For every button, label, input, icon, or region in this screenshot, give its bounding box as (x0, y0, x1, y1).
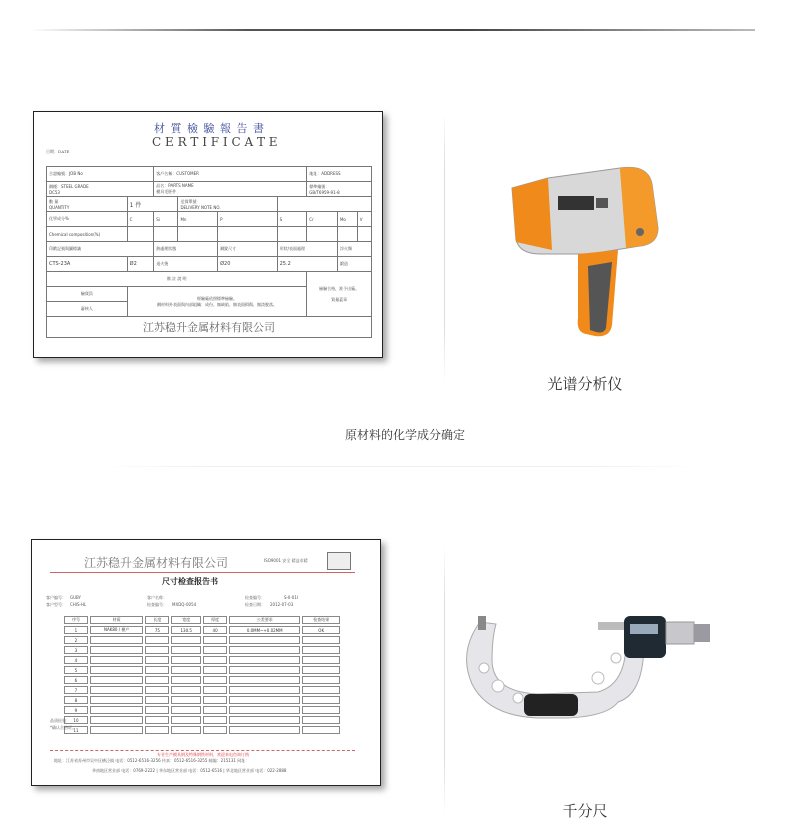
micrometer-image (458, 612, 718, 724)
red-rule (50, 572, 355, 573)
report-header-right: ISO9001 安全 精益求精 (264, 558, 308, 563)
dimension-table: 序号 材质 长度 宽度 厚度 公差要求 检查结果 1 NAK80 / 模产 75 130.5 40 0.0MM~+0.02MM OK 2 3 4 5 6 7 8 9 10 11 (62, 614, 342, 736)
cert-title-en: C E R T I F I C A T E (152, 135, 278, 149)
dimension-report (31, 539, 381, 786)
cert-date: 日期：DATE (46, 149, 70, 154)
report-footer-contacts: 华南地区营业部 电话：0769-2222 | 华东地区营业部 电话：0512-6516 | 华北地区营业部 电话：022-2888 (92, 768, 287, 773)
report-info-6: GUBY (70, 595, 81, 600)
center-caption: 原材料的化学成分确定 (344, 428, 465, 442)
report-info-10: 2012-07-03 (270, 602, 294, 607)
column-divider-2 (444, 545, 445, 815)
material-certificate (33, 111, 383, 358)
section-divider (100, 466, 700, 467)
report-info-5: 客户型号： (46, 602, 66, 607)
report-info-7: 检查编号： (147, 602, 167, 607)
report-info-4: S-II-01I (284, 595, 299, 600)
report-sign-note: *确认合格证。 (50, 725, 76, 730)
top-divider (30, 29, 755, 31)
report-info-8: MXDQ-0054 (172, 602, 197, 607)
report-info-2: 客户名称： (147, 595, 167, 600)
report-info-9: 检查日期： (245, 602, 265, 607)
spectrometer-caption: 光谱分析仪 (547, 375, 623, 393)
report-info-3: 检查编号： (245, 595, 265, 600)
report-company: 江苏稳升金属材料有限公司 (84, 556, 229, 570)
column-divider (444, 112, 445, 382)
report-title: 尺寸检查报告书 (162, 577, 218, 586)
report-footer-red: 专业生产模具钢及特殊钢铁材料，欢迎来电咨询订购 (157, 752, 249, 757)
spectrometer-image (500, 150, 670, 350)
micrometer-caption: 千分尺 (562, 802, 608, 820)
cert-title-cn: 材 質 檢 驗 報 告 書 (154, 122, 265, 135)
logo-icon (327, 552, 351, 570)
report-info-1: 客户编号： (46, 595, 66, 600)
report-info-11: CHIS-HL (70, 602, 87, 607)
report-sign: 品质检验： (50, 718, 70, 723)
report-footer: 地址：江苏省苏州市吴中区横泾镇 电话：0512-6516-3256 传真：0512-6516-3255 邮编：215131 网址： (54, 758, 250, 763)
cert-main-table: 合證編號：JOB No 客戶名稱：CUSTOMER 地址：ADDRESS 鋼種：STEEL GRADE DC53 品名：PARTS NAME 模具毛胚件 標準編號： GB/T6959-91-8 數 量 QUANTITY 1 件 送貨單號 DELIVERY NOTE NO. 化學成分% C Si Mn P S Cr Mo V Chemical composition(%) 印戳記號與圖標識 熱處理狀態 鋼錠尺寸 形狀/表面處理 淬火類 CTS-23A Ø2 退火後 Ø20 25.2 鍛造 備 註 說 明 檢驗合格，准予出廠。 質量蓋章 驗貨員 經驗廠依照標準檢驗。 鋼材料外表面與內部組織：成份、無缺陷、無表面損傷、無淡脫落。 審核人 江苏稳升金属材料有限公司 (46, 166, 372, 338)
